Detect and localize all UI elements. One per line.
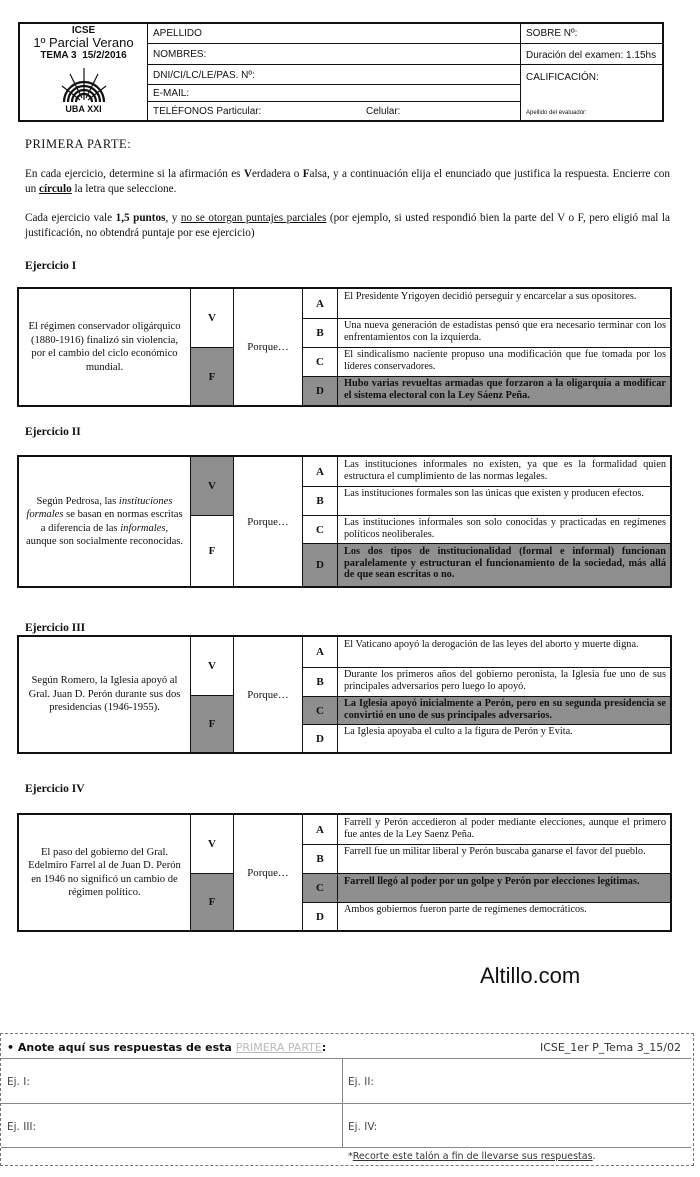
exercise-2-letter-d[interactable]: D <box>303 544 338 586</box>
answer-stub-instruction: • Anote aquí sus respuestas de esta PRIMERA PARTE: <box>7 1041 327 1054</box>
logo-exam-name: 1º Parcial Verano <box>33 35 134 50</box>
logo-tema-date <box>20 50 147 62</box>
answer-grid <box>1 1058 691 1148</box>
scoring-paragraph: Cada ejercicio vale 1,5 puntos, y no se otorgan puntajes parciales (por ejemplo, si usted respondió bien la parte del V o F, pero eligió mal la justificación, no obtendrá puntaje por ese ejercicio) <box>25 212 670 239</box>
sobre-field[interactable]: SOBRE Nº: <box>521 24 662 44</box>
exercise-3-option-c: La Iglesia apoyó inicialmente a Perón, pero en su segunda presidencia se convirtió en uno de sus principales adversarios. <box>338 697 670 724</box>
exercise-4-box <box>17 813 672 932</box>
institution-logo-block <box>20 24 148 120</box>
watermark: Altillo.com <box>480 963 581 988</box>
instructions-paragraph: En cada ejercicio, determine si la afirmación es Verdadera o Falsa, y a continuación elija el enunciado que justifica la respuesta. Encierre con un círculo la letra que seleccione. <box>25 168 670 195</box>
exercise-1-porque: Porque… <box>234 289 303 405</box>
tema-label: TEMA 3 <box>40 50 77 61</box>
exercise-4-option-a: Farrell y Perón accedieron al poder mediante elecciones, aunque el primero fue antes de la Ley Saenz Peña. <box>344 817 666 840</box>
email-field[interactable]: E-MAIL: <box>148 85 520 102</box>
exercise-4-letter-d[interactable]: D <box>303 903 338 930</box>
exercise-3-title: Ejercicio III <box>25 622 86 634</box>
exercise-1-title: Ejercicio I <box>25 260 77 272</box>
exercise-2-letter-a[interactable]: A <box>303 457 338 486</box>
exercise-1-letter-c[interactable]: C <box>303 348 338 376</box>
answer-ej-1[interactable]: Ej. I: <box>7 1076 30 1088</box>
exercise-1-option-a: El Presidente Yrigoyen decidió perseguir y encarcelar a sus opositores. <box>344 291 637 302</box>
exercise-2-option-d: Los dos tipos de institucionalidad (formal e informal) funcionan paralelamente y estructuran el funcionamiento de la sociedad, más allá de que sean escritas o no. <box>338 544 670 586</box>
exercise-4-option-b: Farrell fue un militar liberal y Perón buscaba ganarse el favor del pueblo. <box>344 846 646 857</box>
exercise-1-option-c: El sindicalismo naciente propuso una modificación que fue tomada por los líderes conservadores. <box>344 349 666 372</box>
exercise-4-title: Ejercicio IV <box>25 783 85 795</box>
exercise-4-statement: El paso del gobierno del Gral. Edelmiro Farrel al de Juan D. Perón en 1946 no significó un cambio de régimen político. <box>19 815 191 930</box>
exercise-2-letter-b[interactable]: B <box>303 487 338 515</box>
uba-emblem-icon <box>58 62 110 106</box>
answer-stub-header <box>1 1034 691 1056</box>
exercise-2-statement: Según Pedrosa, las instituciones formales se basan en normas escritas a diferencia de las informales, aunque son socialmente reconocidas. <box>19 457 191 586</box>
exercise-1-false-option[interactable]: F <box>191 347 234 405</box>
exercise-3-option-a: El Vaticano apoyó la derogación de las leyes del aborto y muerte digna. <box>344 639 639 650</box>
exercise-4-letter-a[interactable]: A <box>303 815 338 844</box>
student-fields <box>148 24 521 120</box>
exercise-3-statement: Según Romero, la Iglesia apoyó al Gral. Juan D. Perón durante sus dos presidencias (1946-1955). <box>19 637 191 752</box>
exercise-3-porque: Porque… <box>234 637 303 752</box>
exercise-4-true-option[interactable]: V <box>191 815 234 873</box>
exercise-2-box <box>17 455 672 588</box>
duracion-label: Duración del examen: 1.15hs <box>521 44 662 65</box>
exercise-2-porque: Porque… <box>234 457 303 586</box>
exercise-2-title: Ejercicio II <box>25 426 81 438</box>
exercise-1-letter-d[interactable]: D <box>303 377 338 405</box>
exercise-4-option-d: Ambos gobiernos fueron parte de regímenes democráticos. <box>344 904 587 915</box>
exercise-1-letter-b[interactable]: B <box>303 319 338 347</box>
exercise-3-box <box>17 635 672 754</box>
celular-label: Celular: <box>366 106 401 117</box>
exercise-2-option-c: Las instituciones informales son solo conocidas y practicadas en regímenes políticos neoliberales. <box>344 517 666 540</box>
exercise-3-option-d: La Iglesia apoyaba el culto a la figura de Perón y Evita. <box>344 726 573 737</box>
exercise-3-true-option[interactable]: V <box>191 637 234 695</box>
exercise-2-option-b: Las instituciones formales son las únicas que existen y producen efectos. <box>344 488 644 499</box>
exercise-1-letter-a[interactable]: A <box>303 289 338 318</box>
exercise-1-box <box>17 287 672 407</box>
logo-subject: ICSE <box>71 25 96 36</box>
exam-header <box>18 22 664 122</box>
exercise-1-option-b: Una nueva generación de estadistas pensó que era necesario terminar con los enfrentamientos con la izquierda. <box>344 320 666 343</box>
exam-info-fields <box>521 24 662 120</box>
exercise-3-letter-b[interactable]: B <box>303 668 338 696</box>
exercise-4-false-option[interactable]: F <box>191 873 234 930</box>
calificacion-field: CALIFICACIÓN: <box>526 72 599 83</box>
exercise-2-letter-c[interactable]: C <box>303 516 338 543</box>
exercise-4-porque: Porque… <box>234 815 303 930</box>
exam-code: ICSE_1er P_Tema 3_15/02 <box>539 1041 681 1054</box>
answer-ej-3[interactable]: Ej. III: <box>7 1121 37 1133</box>
exercise-2-false-option[interactable]: F <box>191 515 234 586</box>
evaluador-label: Apellido del evaluador: <box>526 110 587 116</box>
answer-ej-2[interactable]: Ej. II: <box>348 1076 374 1088</box>
exercise-2-option-a: Las instituciones informales no existen, ya que es la formalidad quien estructura el cumplimiento de las normas legales. <box>344 459 666 482</box>
exercise-4-option-c: Farrell llegó al poder por un golpe y Perón por elecciones legítimas. <box>338 874 670 902</box>
section-heading: PRIMERA PARTE: <box>25 137 132 151</box>
answer-ej-4[interactable]: Ej. IV: <box>348 1121 378 1133</box>
nombres-field[interactable]: NOMBRES: <box>148 44 520 65</box>
cut-note: *Recorte este talón a fin de llevarse sus respuestas. <box>348 1151 596 1162</box>
answer-stub <box>0 1033 694 1166</box>
telefonos-field[interactable]: TELÉFONOS Particular: Celular: <box>148 102 520 120</box>
exercise-2-true-option[interactable]: V <box>191 457 234 515</box>
dni-field[interactable]: DNI/CI/LC/LE/PAS. Nº: <box>148 65 520 85</box>
exercise-4-letter-b[interactable]: B <box>303 845 338 873</box>
exercise-3-false-option[interactable]: F <box>191 695 234 752</box>
exercise-3-letter-d[interactable]: D <box>303 725 338 752</box>
exercise-3-letter-a[interactable]: A <box>303 637 338 667</box>
exercise-3-option-b: Durante los primeros años del gobierno peronista, la Iglesia fue uno de sus principales adversarios pero luego lo apoyó. <box>344 669 666 692</box>
exercise-1-option-d: Hubo varias revueltas armadas que forzaron a la oligarquía a modificar el sistema electoral con la Ley Sáenz Peña. <box>338 377 670 405</box>
exercise-1-statement: El régimen conservador oligárquico (1880-1916) finalizó sin violencia, por el cambio del ciclo económico mundial. <box>19 289 191 405</box>
apellido-field[interactable]: APELLIDO <box>148 24 520 44</box>
exam-date: 15/2/2016 <box>82 50 127 61</box>
exercise-3-letter-c[interactable]: C <box>303 697 338 724</box>
exercise-1-true-option[interactable]: V <box>191 289 234 347</box>
exercise-4-letter-c[interactable]: C <box>303 874 338 902</box>
logo-brand: UBA XXI <box>65 104 102 114</box>
